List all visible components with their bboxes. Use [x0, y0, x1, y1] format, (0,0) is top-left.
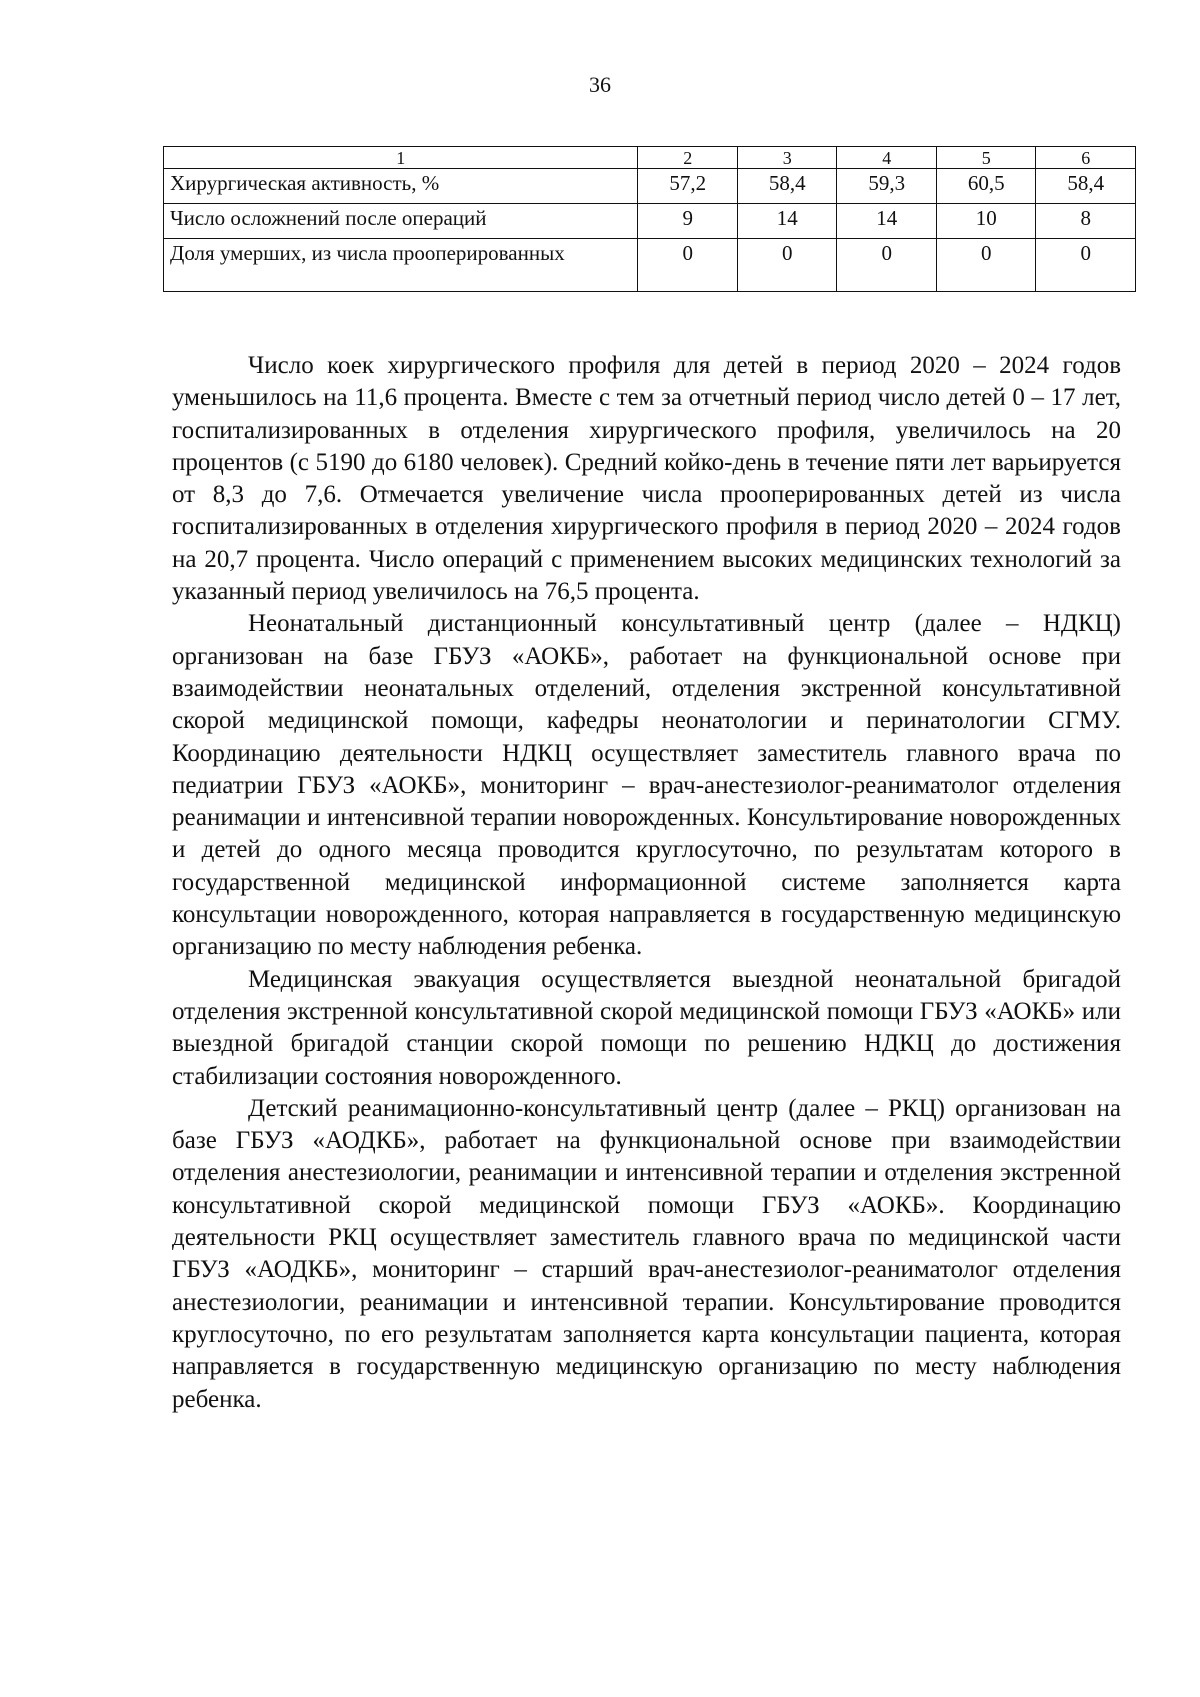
table-cell: 0: [936, 239, 1036, 292]
table-header-cell: 3: [737, 147, 837, 169]
table-header-cell: 6: [1036, 147, 1136, 169]
paragraph-ndkc: Неонатальный дистанционный консультативный центр (далее – НДКЦ) организован на базе ГБУЗ «АОКБ», работает на функциональной основе при взаимодействии неонатальных отделений, отделения экстренной консультативной скорой медицинской помощи, кафедры неонатологии и перинатологии СГМУ. Координацию деятельности НДКЦ осуществляет заместитель главного врача по педиатрии ГБУЗ «АОКБ», мониторинг – врач-анестезиолог-реаниматолог отделения реанимации и интенсивной терапии новорожденных. Консультирование новорожденных и детей до одного месяца проводится круглосуточно, по результатам которого в государственной медицинской информационной системе заполняется карта консультации новорожденного, которая направляется в государственную медицинскую организацию по месту наблюдения ребенка.: [172, 610, 1121, 961]
table-cell: 14: [837, 204, 937, 239]
table-cell: 8: [1036, 204, 1136, 239]
table-cell: 14: [737, 204, 837, 239]
table-header-cell: 1: [164, 147, 638, 169]
table-cell: 9: [638, 204, 738, 239]
table-cell: 58,4: [1036, 169, 1136, 204]
table-row-label: Доля умерших, из числа прооперированных: [164, 239, 638, 292]
paragraph-medical-evacuation: Медицинская эвакуация осуществляется выездной неонатальной бригадой отделения экстренной консультативной скорой медицинской помощи ГБУЗ «АОКБ» или выездной бригадой станции скорой помощи по решению НДКЦ до достижения стабилизации состояния новорожденного.: [172, 965, 1121, 1090]
table-cell: 0: [837, 239, 937, 292]
paragraph-surgical-beds: Число коек хирургического профиля для детей в период 2020 – 2024 годов уменьшилось на 11,6 процента. Вместе с тем за отчетный период число детей 0 – 17 лет, госпитализированных в отделения хирургического профиля, увеличилось на 20 процентов (с 5190 до 6180 человек). Средний койко-день в течение пяти лет варьируется от 8,3 до 7,6. Отмечается увеличение числа прооперированных детей из числа госпитализированных в отделения хирургического профиля в период 2020 – 2024 годов на 20,7 процента. Число операций с применением высоких медицинских технологий за указанный период увеличилось на 76,5 процента.: [172, 352, 1121, 606]
table-cell: 57,2: [638, 169, 738, 204]
table-cell: 0: [638, 239, 738, 292]
table-cell: 60,5: [936, 169, 1036, 204]
table-row-label: Число осложнений после операций: [164, 204, 638, 239]
table-cell: 0: [1036, 239, 1136, 292]
table-row: [164, 204, 1136, 239]
table-cell: 0: [737, 239, 837, 292]
statistics-table: [163, 146, 1136, 292]
table-header-cell: 2: [638, 147, 738, 169]
body-text: [172, 350, 1121, 1416]
table-cell: 58,4: [737, 169, 837, 204]
table-row: [164, 169, 1136, 204]
table-cell: 59,3: [837, 169, 937, 204]
table-header-row: [164, 147, 1136, 169]
table-header-cell: 5: [936, 147, 1036, 169]
table-cell: 10: [936, 204, 1036, 239]
page-number: 36: [589, 72, 611, 97]
paragraph-rkc: Детский реанимационно-консультативный центр (далее – РКЦ) организован на базе ГБУЗ «АОДКБ», работает на функциональной основе при взаимодействии отделения анестезиологии, реанимации и интенсивной терапии и отделения экстренной консультативной скорой медицинской помощи ГБУЗ «АОКБ». Координацию деятельности РКЦ осуществляет заместитель главного врача по медицинской части ГБУЗ «АОДКБ», мониторинг – старший врач-анестезиолог-реаниматолог отделения анестезиологии, реанимации и интенсивной терапии. Консультирование проводится круглосуточно, по его результатам заполняется карта консультации пациента, которая направляется в государственную медицинскую организацию по месту наблюдения ребенка.: [172, 1094, 1121, 1413]
table-header-cell: 4: [837, 147, 937, 169]
table-row-label: Хирургическая активность, %: [164, 169, 638, 204]
table-row: [164, 239, 1136, 292]
